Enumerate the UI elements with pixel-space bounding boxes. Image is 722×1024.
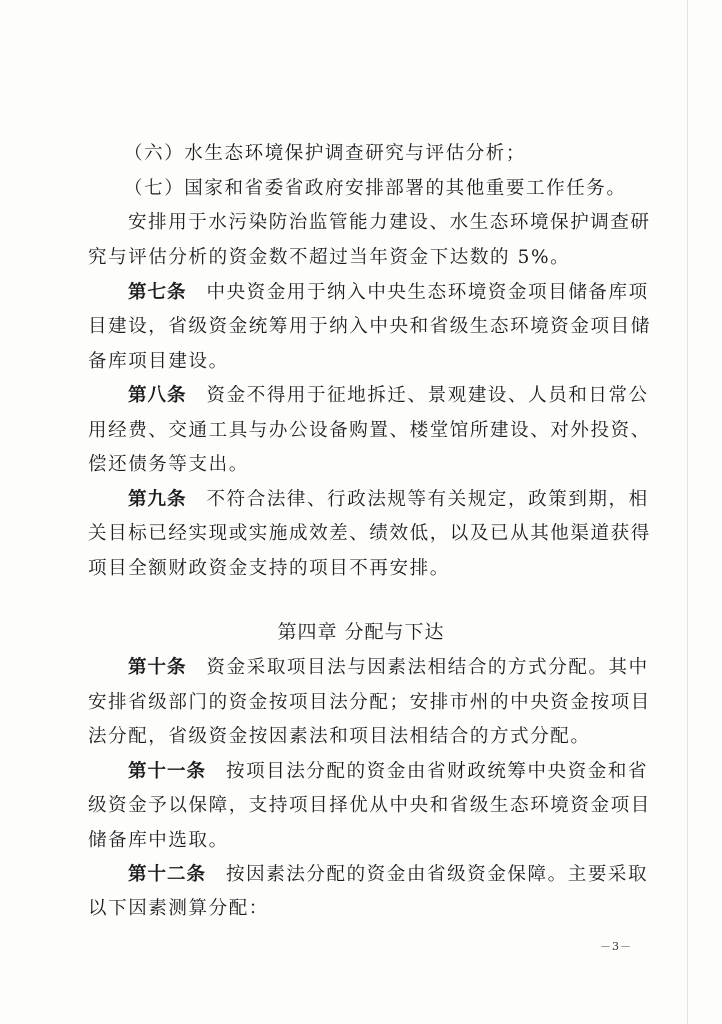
text-line: [124, 177, 684, 201]
line-text: 按项目法分配的资金由省财政统筹中央资金和省: [226, 761, 649, 782]
line-text: 以下因素测算分配：: [88, 898, 269, 919]
line-text: 储备库中选取。: [88, 830, 229, 851]
text-line: [88, 557, 648, 581]
text-line: [88, 725, 648, 749]
article-line: [128, 384, 688, 408]
chapter-title: 第四章 分配与下达: [277, 621, 445, 643]
text-line: [128, 211, 688, 235]
line-text: （七）国家和省委省政府安排部署的其他重要工作任务。: [124, 178, 627, 199]
text-line: [88, 246, 648, 270]
article-number: 第十条: [128, 657, 187, 678]
line-text: 中央资金用于纳入中央生态环境资金项目储备库项: [206, 282, 649, 303]
line-text: 关目标已经实现或实施成效差、绩效低，以及已从其他渠道获得: [88, 523, 651, 544]
line-text: 安排用于水污染防治监管能力建设、水生态环境保护调查研: [128, 212, 651, 233]
text-line: [124, 142, 684, 166]
line-text: 偿还债务等支出。: [88, 454, 249, 475]
text-line: [88, 419, 651, 443]
text-line: [88, 350, 648, 374]
article-line: [128, 656, 688, 680]
line-text: 资金采取项目法与因素法相结合的方式分配。其中: [206, 657, 649, 678]
article-number: 第九条: [128, 489, 187, 510]
text-line: [88, 453, 648, 477]
line-text: 级资金予以保障，支持项目择优从中央和省级生态环境资金项目: [88, 795, 651, 816]
article-number: 第十二条: [128, 864, 207, 885]
text-line: [88, 794, 651, 818]
text-line: [88, 897, 648, 921]
article-line: [128, 760, 688, 784]
article-number: 第十一条: [128, 761, 207, 782]
article-number: 第八条: [128, 385, 187, 406]
line-text: 法分配，省级资金按因素法和项目法相结合的方式分配。: [88, 726, 591, 747]
line-text: 安排省级部门的资金按项目法分配；安排市州的中央资金按项目: [88, 692, 651, 713]
line-text: 目建设，省级资金统筹用于纳入中央和省级生态环境资金项目储: [88, 316, 651, 337]
line-text: （六）水生态环境保护调查研究与评估分析；: [124, 143, 527, 164]
line-text: 不符合法律、行政法规等有关规定，政策到期，相: [206, 489, 649, 510]
line-text: 究与评估分析的资金数不超过当年资金下达数的 5%。: [88, 247, 571, 268]
article-number: 第七条: [128, 282, 187, 303]
text-line: [88, 691, 651, 715]
page-number: －3－: [600, 940, 632, 953]
text-line: [88, 315, 651, 339]
text-line: [88, 522, 651, 546]
line-text: 用经费、交通工具与办公设备购置、楼堂馆所建设、对外投资、: [88, 420, 651, 441]
article-line: [128, 863, 688, 887]
line-text: 资金不得用于征地拆迁、景观建设、人员和日常公: [206, 385, 649, 406]
article-line: [128, 488, 688, 512]
line-text: 按因素法分配的资金由省级资金保障。主要采取: [226, 864, 649, 885]
line-text: 项目全额财政资金支持的项目不再安排。: [88, 558, 450, 579]
article-line: [128, 281, 688, 305]
line-text: 备库项目建设。: [88, 351, 229, 372]
text-line: [88, 829, 648, 853]
